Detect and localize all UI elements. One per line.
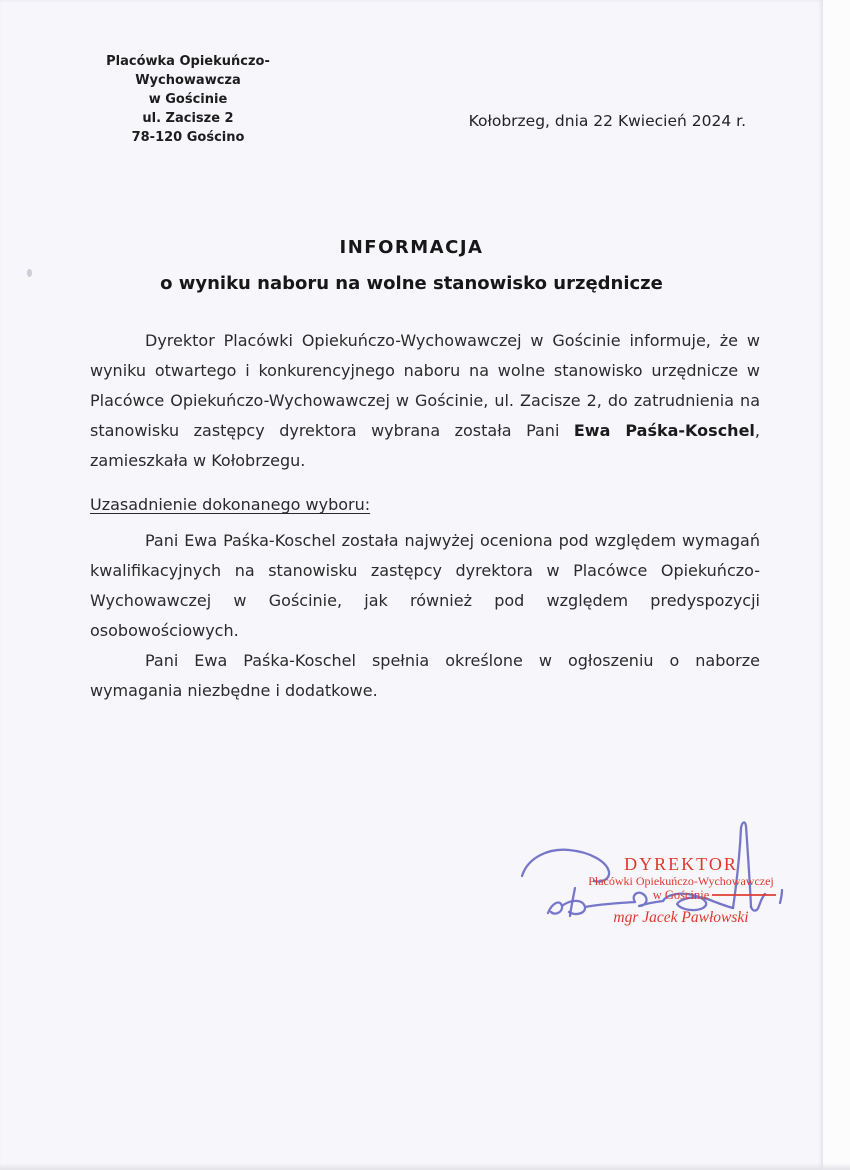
paragraph-requirements: Pani Ewa Paśka-Koschel spełnia określone w ogłoszeniu o naborze wymagania niezbędne i dodatkowe. bbox=[90, 651, 760, 700]
sender-city: w Gościnie bbox=[148, 92, 228, 107]
justification-heading: Uzasadnienie dokonanego wyboru: bbox=[90, 495, 371, 514]
scan-edge-shadow bbox=[0, 1163, 850, 1170]
document-subtitle: o wyniku naboru na wolne stanowisko urzędnicze bbox=[160, 273, 663, 294]
paragraph-result-text: Dyrektor Placówki Opiekuńczo-Wychowawczej w Gościnie informuje, że w wyniku otwartego i konkurencyjnego naboru na wolne stanowisko urzędnicze w Placówce Opiekuńczo-Wychowawczej w Gościnie, ul. Zacisze 2, do zatrudnienia na stanowisku zastępcy dyrektora wybrana została Pani bbox=[90, 331, 760, 440]
paragraph-justification: Pani Ewa Paśka-Koschel została najwyżej oceniona pod względem wymagań kwalifikacyjnych na stanowisku zastępcy dyrektora w Placówce Opiekuńczo-Wychowawczej w Gościnie, jak również pod względem predyspozycji osobowościowych. bbox=[90, 531, 760, 640]
sender-postal: 78-120 Gościno bbox=[131, 130, 245, 145]
stamp-org-name: Placówki Opiekuńczo-Wychowawczej bbox=[588, 874, 774, 888]
paragraph-result-tail: , zamieszkała w Kołobrzegu. bbox=[90, 421, 760, 470]
scan-artifact-speck bbox=[27, 269, 32, 277]
director-name: mgr Jacek Pawłowski bbox=[613, 909, 749, 926]
date-line: Kołobrzeg, dnia 22 Kwiecień 2024 r. bbox=[468, 112, 746, 130]
sender-org-name: Placówka Opiekuńczo-Wychowawcza bbox=[106, 54, 270, 88]
sender-street: ul. Zacisze 2 bbox=[142, 111, 234, 126]
sender-address-block bbox=[62, 52, 314, 147]
stamp-title: DYREKTOR bbox=[624, 854, 738, 874]
paragraph-result bbox=[90, 326, 760, 476]
stamp-org-city: w Gościnie bbox=[652, 888, 710, 902]
document-body bbox=[90, 326, 760, 706]
document-title: INFORMACJA bbox=[339, 237, 484, 258]
selected-candidate-name: Ewa Paśka-Koschel bbox=[573, 421, 755, 440]
